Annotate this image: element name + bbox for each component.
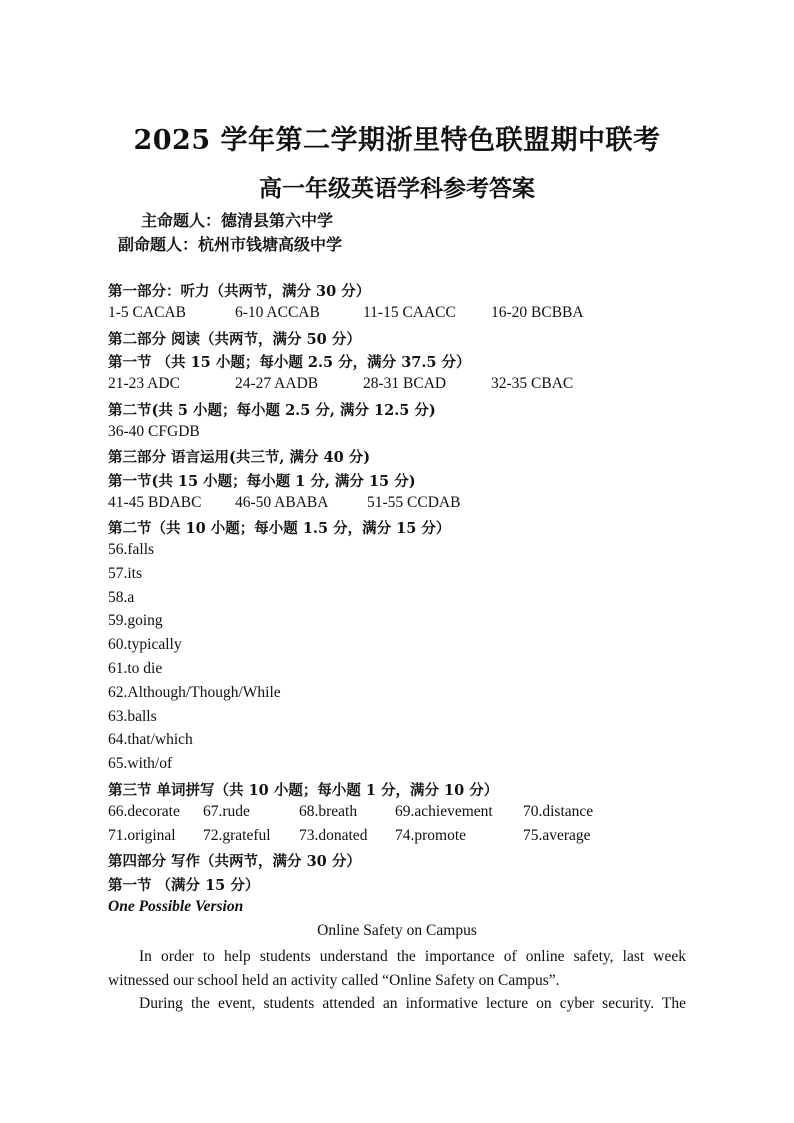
part2-section1-heading: 第一节 （共 15 小题；每小题 2.5 分，满分 37.5 分） — [108, 354, 471, 371]
answer-group: 24-27 AADB — [235, 375, 319, 392]
essay-paragraph: During the event, students attended an informative lecture on cyber security. The — [139, 995, 686, 1012]
version-label: One Possible Version — [108, 898, 244, 915]
answer-word: 71.original — [108, 827, 176, 844]
part3-section3-heading: 第三节 单词拼写（共 10 小题；每小题 1 分，满分 10 分） — [108, 782, 499, 799]
essay-title: Online Safety on Campus — [317, 922, 477, 939]
answer-group: 41-45 BDABC — [108, 494, 202, 511]
part3-section3-answer-row — [0, 803, 794, 823]
answer-group: 51-55 CCDAB — [367, 494, 461, 511]
answer-group: 6-10 ACCAB — [235, 304, 320, 321]
chief-author: 主命题人：德清县第六中学 — [141, 211, 334, 230]
list-item: 61.to die — [108, 660, 163, 677]
part3-section1-heading: 第一节(共 15 小题；每小题 1 分, 满分 15 分) — [108, 473, 416, 490]
answer-group: 46-50 ABABA — [235, 494, 329, 511]
list-item: 57.its — [108, 565, 143, 582]
part3-section3-answer-row — [0, 827, 794, 847]
document-title: 2025 学年第二学期浙里特色联盟期中联考 — [133, 125, 661, 156]
answer-group: 28-31 BCAD — [363, 375, 447, 392]
answer-group: 36-40 CFGDB — [108, 423, 200, 440]
part1-answer-row — [0, 304, 794, 324]
answer-group: 11-15 CAACC — [363, 304, 456, 321]
part2-section1-answer-row — [0, 375, 794, 395]
part4-section1-heading: 第一节 （满分 15 分） — [108, 877, 260, 894]
answer-word: 75.average — [523, 827, 591, 844]
part1-heading: 第一部分：听力（共两节，满分 30 分） — [108, 283, 371, 300]
answer-group: 32-35 CBAC — [491, 375, 574, 392]
part3-heading: 第三部分 语言运用(共三节, 满分 40 分) — [108, 449, 371, 466]
answer-group: 21-23 ADC — [108, 375, 180, 392]
answer-group: 1-5 CACAB — [108, 304, 186, 321]
answer-word: 66.decorate — [108, 803, 180, 820]
list-item: 64.that/which — [108, 731, 193, 748]
list-item: 65.with/of — [108, 755, 173, 772]
answer-group: 16-20 BCBBA — [491, 304, 584, 321]
answer-word: 73.donated — [299, 827, 368, 844]
part3-section1-answer-row — [0, 494, 794, 514]
essay-paragraph: In order to help students understand the importance of online safety, last week witnessed our school held an activity called “Online Safety on Campus”. — [108, 948, 686, 989]
document-subtitle: 高一年级英语学科参考答案 — [259, 175, 535, 202]
list-item: 60.typically — [108, 636, 182, 653]
list-item: 62.Although/Though/While — [108, 684, 281, 701]
answer-word: 70.distance — [523, 803, 594, 820]
part2-heading: 第二部分 阅读（共两节，满分 50 分） — [108, 331, 361, 348]
list-item: 59.going — [108, 612, 163, 629]
list-item: 56.falls — [108, 541, 155, 558]
part3-section2-heading: 第二节（共 10 小题；每小题 1.5 分，满分 15 分） — [108, 520, 451, 537]
answer-word: 72.grateful — [203, 827, 271, 844]
answer-word: 68.breath — [299, 803, 358, 820]
answer-word: 69.achievement — [395, 803, 493, 820]
part2-section2-heading: 第二节(共 5 小题；每小题 2.5 分, 满分 12.5 分) — [108, 402, 436, 419]
list-item: 58.a — [108, 589, 135, 606]
answer-word: 74.promote — [395, 827, 467, 844]
part4-heading: 第四部分 写作（共两节，满分 30 分） — [108, 853, 361, 870]
deputy-author: 副命题人：杭州市钱塘高级中学 — [118, 235, 343, 254]
answer-word: 67.rude — [203, 803, 250, 820]
list-item: 63.balls — [108, 708, 157, 725]
